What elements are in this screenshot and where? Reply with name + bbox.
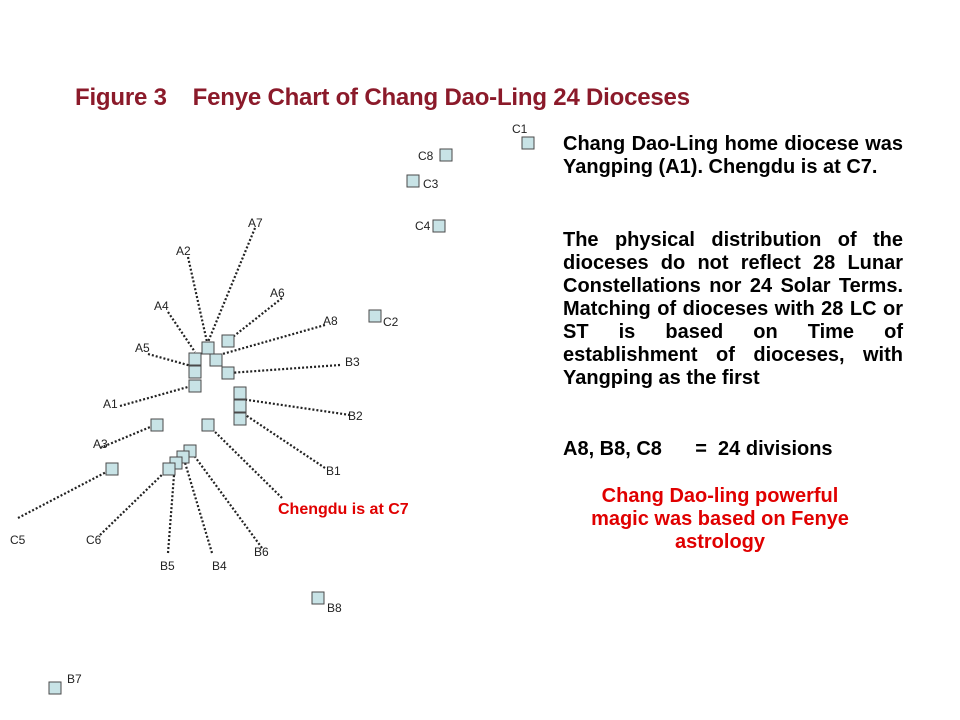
spoke-line	[188, 257, 207, 342]
page-title: Figure 3 Fenye Chart of Chang Dao-Ling 24 Dioceses	[75, 84, 690, 111]
diocese-label-c2: C2	[383, 315, 399, 329]
spoke-line	[120, 385, 195, 406]
diocese-marker	[202, 419, 214, 431]
diocese-label-a7: A7	[248, 216, 263, 230]
diocese-label-c5: C5	[10, 533, 26, 547]
diocese-label-b5: B5	[160, 559, 175, 573]
diocese-label-b7: B7	[67, 672, 82, 686]
diocese-label-a6: A6	[270, 286, 285, 300]
diocese-markers	[49, 137, 534, 694]
diocese-marker	[433, 220, 445, 232]
spoke-line	[229, 365, 340, 373]
diocese-marker	[407, 175, 419, 187]
diocese-label-b3: B3	[345, 355, 360, 369]
diocese-label-a8: A8	[323, 314, 338, 328]
diocese-label-a1: A1	[103, 397, 118, 411]
spoke-line	[100, 467, 170, 535]
diocese-marker	[234, 387, 246, 399]
diocese-marker	[234, 413, 246, 425]
diocese-label-a3: A3	[93, 437, 108, 451]
spoke-line	[208, 228, 255, 342]
divisions-line: A8, B8, C8 = 24 divisions	[563, 438, 833, 460]
diocese-marker	[210, 354, 222, 366]
spoke-line	[183, 456, 212, 553]
spoke-line	[229, 298, 282, 340]
diocese-label-a2: A2	[176, 244, 191, 258]
diocese-marker	[151, 419, 163, 431]
diocese-marker	[440, 149, 452, 161]
diocese-marker	[189, 380, 201, 392]
diocese-label-a5: A5	[135, 341, 150, 355]
spoke-line	[219, 325, 325, 355]
diocese-marker	[312, 592, 324, 604]
spoke-line	[190, 450, 262, 548]
spoke-line	[18, 469, 112, 518]
diocese-marker	[522, 137, 534, 149]
diocese-marker	[189, 353, 201, 365]
diocese-label-b2: B2	[348, 409, 363, 423]
diocese-marker	[234, 400, 246, 412]
diocese-marker	[222, 335, 234, 347]
diocese-marker	[163, 463, 175, 475]
distribution-paragraph: The physical distribution of the dioceses do not reflect 28 Lunar Constellations nor 24 Solar Terms. Matching of dioceses with 28 LC or ST is based on Time of establishment of dioceses, with Yangping as the first	[563, 229, 903, 389]
diocese-label-c3: C3	[423, 177, 439, 191]
magic-note: Chang Dao-ling powerful magic was based on Fenye astrology	[591, 485, 849, 553]
diocese-label-b1: B1	[326, 464, 341, 478]
diocese-marker	[106, 463, 118, 475]
diocese-marker	[189, 366, 201, 378]
diocese-label-b4: B4	[212, 559, 227, 573]
diocese-label-c6: C6	[86, 533, 102, 547]
spoke-line	[208, 425, 282, 498]
spoke-line	[168, 462, 175, 553]
diocese-marker	[369, 310, 381, 322]
diocese-label-a4: A4	[154, 299, 169, 313]
spoke-line	[100, 425, 155, 448]
diocese-marker	[49, 682, 61, 694]
chengdu-annotation: Chengdu is at C7	[278, 501, 409, 518]
spoke-line	[148, 354, 195, 367]
spoke-line	[168, 312, 195, 352]
diocese-marker	[202, 342, 214, 354]
spoke-line	[241, 399, 350, 415]
diocese-marker	[222, 367, 234, 379]
home-diocese-paragraph: Chang Dao-Ling home diocese was Yangping (A1). Chengdu is at C7.	[563, 133, 903, 178]
diocese-label-c1: C1	[512, 122, 528, 136]
diocese-label-b8: B8	[327, 601, 342, 615]
diocese-label-b6: B6	[254, 545, 269, 559]
diocese-label-c4: C4	[415, 219, 431, 233]
spoke-line	[241, 412, 325, 468]
diocese-label-c8: C8	[418, 149, 434, 163]
